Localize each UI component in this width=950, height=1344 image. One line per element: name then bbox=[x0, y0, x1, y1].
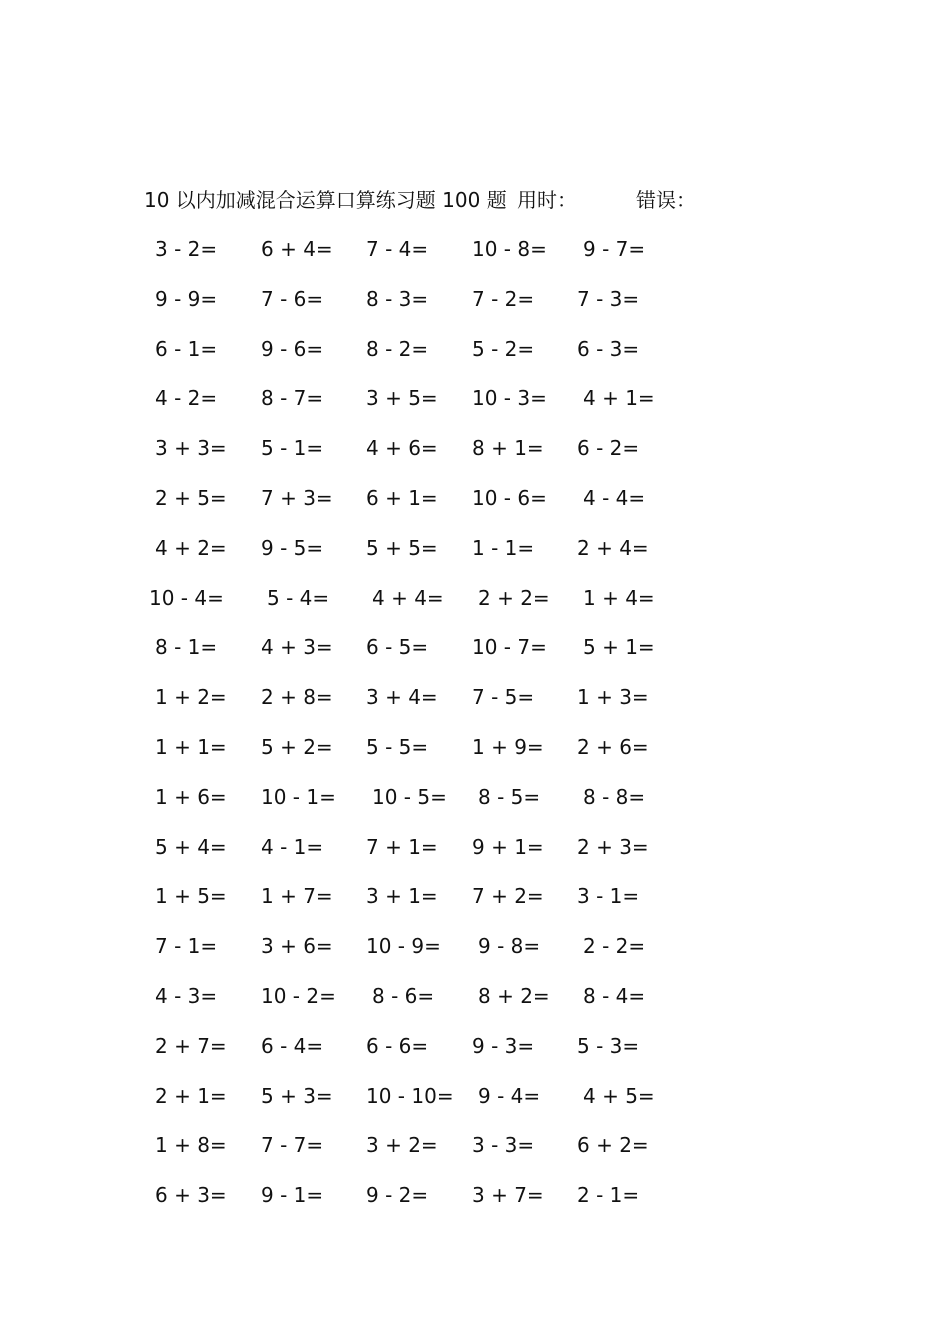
math-problem: 6 - 3= bbox=[577, 336, 640, 361]
math-problem: 6 + 4= bbox=[261, 237, 333, 261]
math-problem: 8 - 8= bbox=[583, 784, 646, 809]
math-problem: 9 - 9= bbox=[155, 286, 218, 311]
math-problem: 9 - 8= bbox=[478, 934, 541, 959]
math-problem: 10 - 2= bbox=[261, 984, 336, 1008]
math-problem: 9 - 1= bbox=[261, 1183, 324, 1208]
math-problem: 8 - 7= bbox=[261, 386, 324, 411]
math-problem: 7 - 7= bbox=[261, 1133, 324, 1158]
math-problem: 9 - 4= bbox=[478, 1083, 541, 1108]
math-problem: 3 - 2= bbox=[155, 237, 218, 261]
math-problem: 9 - 7= bbox=[583, 237, 646, 261]
math-problem: 7 - 1= bbox=[155, 934, 218, 959]
math-problem: 10 - 10= bbox=[366, 1083, 454, 1108]
math-problem: 5 - 4= bbox=[267, 585, 330, 610]
math-problem: 1 + 9= bbox=[472, 735, 544, 759]
errors-label: 错误： bbox=[636, 188, 696, 212]
time-used-label: 用时： bbox=[517, 188, 577, 212]
math-problem: 1 + 6= bbox=[155, 784, 227, 809]
math-problem: 3 + 1= bbox=[366, 884, 438, 909]
math-problem: 2 + 7= bbox=[155, 1033, 227, 1058]
math-problem: 7 - 3= bbox=[577, 286, 640, 311]
math-problem: 7 - 2= bbox=[472, 286, 535, 311]
math-problem: 4 - 2= bbox=[155, 386, 218, 411]
math-problem: 10 - 8= bbox=[472, 237, 547, 261]
math-problem: 7 - 5= bbox=[472, 685, 535, 710]
math-problem: 7 + 3= bbox=[261, 486, 333, 510]
math-problem: 4 + 6= bbox=[366, 436, 438, 461]
math-problem: 2 + 6= bbox=[577, 735, 649, 759]
math-problem: 9 - 5= bbox=[261, 535, 324, 560]
math-problem: 3 + 3= bbox=[155, 436, 227, 461]
math-problem: 6 + 3= bbox=[155, 1183, 227, 1208]
math-problem: 8 + 2= bbox=[478, 984, 550, 1008]
math-problem: 9 + 1= bbox=[472, 834, 544, 859]
math-problem: 1 + 7= bbox=[261, 884, 333, 909]
math-problem: 8 - 4= bbox=[583, 984, 646, 1008]
math-problem: 6 - 1= bbox=[155, 336, 218, 361]
math-problem: 3 + 4= bbox=[366, 685, 438, 710]
math-problem: 8 - 1= bbox=[155, 635, 218, 660]
math-problem: 10 - 7= bbox=[472, 635, 547, 660]
math-problem: 2 + 4= bbox=[577, 535, 649, 560]
math-problem: 10 - 4= bbox=[149, 585, 224, 610]
math-problem: 8 - 2= bbox=[366, 336, 429, 361]
math-problem: 6 - 2= bbox=[577, 436, 640, 461]
math-problem: 3 + 5= bbox=[366, 386, 438, 411]
math-problem: 5 - 1= bbox=[261, 436, 324, 461]
math-problem: 4 + 5= bbox=[583, 1083, 655, 1108]
math-problem: 6 - 6= bbox=[366, 1033, 429, 1058]
math-problem: 6 - 5= bbox=[366, 635, 429, 660]
math-problem: 6 + 1= bbox=[366, 486, 438, 510]
math-problem: 1 - 1= bbox=[472, 535, 535, 560]
math-problem: 4 + 3= bbox=[261, 635, 333, 660]
math-problem: 1 + 2= bbox=[155, 685, 227, 710]
math-problem: 8 - 5= bbox=[478, 784, 541, 809]
math-problem: 5 + 4= bbox=[155, 834, 227, 859]
math-problem: 7 - 4= bbox=[366, 237, 429, 261]
math-problem: 10 - 5= bbox=[372, 784, 447, 809]
math-problem: 7 + 2= bbox=[472, 884, 544, 909]
math-problem: 2 + 5= bbox=[155, 486, 227, 510]
math-problem: 4 + 1= bbox=[583, 386, 655, 411]
math-problem: 2 + 8= bbox=[261, 685, 333, 710]
math-problem: 5 - 3= bbox=[577, 1033, 640, 1058]
math-problem: 9 - 6= bbox=[261, 336, 324, 361]
math-problem: 10 - 1= bbox=[261, 784, 336, 809]
math-problem: 5 + 2= bbox=[261, 735, 333, 759]
math-problem: 1 + 8= bbox=[155, 1133, 227, 1158]
math-problem: 2 + 2= bbox=[478, 585, 550, 610]
math-problem: 8 - 3= bbox=[366, 286, 429, 311]
math-problem: 7 + 1= bbox=[366, 834, 438, 859]
math-problem: 4 - 4= bbox=[583, 486, 646, 510]
math-problem: 7 - 6= bbox=[261, 286, 324, 311]
math-problem: 2 - 1= bbox=[577, 1183, 640, 1208]
math-problem: 2 - 2= bbox=[583, 934, 646, 959]
math-problem: 9 - 3= bbox=[472, 1033, 535, 1058]
math-problem: 5 - 2= bbox=[472, 336, 535, 361]
math-problem: 3 + 2= bbox=[366, 1133, 438, 1158]
math-problem: 3 + 6= bbox=[261, 934, 333, 959]
math-problem: 3 - 3= bbox=[472, 1133, 535, 1158]
math-problem: 5 - 5= bbox=[366, 735, 429, 759]
math-problem: 1 + 3= bbox=[577, 685, 649, 710]
math-problem: 4 + 4= bbox=[372, 585, 444, 610]
math-problem: 1 + 4= bbox=[583, 585, 655, 610]
math-problem: 2 + 3= bbox=[577, 834, 649, 859]
math-problem: 4 - 3= bbox=[155, 984, 218, 1008]
math-problem: 8 + 1= bbox=[472, 436, 544, 461]
math-problem: 8 - 6= bbox=[372, 984, 435, 1008]
math-problem: 10 - 9= bbox=[366, 934, 441, 959]
math-problem: 4 + 2= bbox=[155, 535, 227, 560]
math-problem: 5 + 1= bbox=[583, 635, 655, 660]
math-problem: 1 + 5= bbox=[155, 884, 227, 909]
math-problem: 1 + 1= bbox=[155, 735, 227, 759]
math-problem: 3 - 1= bbox=[577, 884, 640, 909]
math-problem: 9 - 2= bbox=[366, 1183, 429, 1208]
math-problem: 5 + 5= bbox=[366, 535, 438, 560]
math-problem: 10 - 6= bbox=[472, 486, 547, 510]
math-problem: 6 + 2= bbox=[577, 1133, 649, 1158]
math-problem: 6 - 4= bbox=[261, 1033, 324, 1058]
math-problem: 5 + 3= bbox=[261, 1083, 333, 1108]
math-problem: 4 - 1= bbox=[261, 834, 324, 859]
worksheet-title: 10 以内加减混合运算口算练习题 100 题 bbox=[144, 188, 507, 212]
math-problem: 10 - 3= bbox=[472, 386, 547, 411]
math-problem: 2 + 1= bbox=[155, 1083, 227, 1108]
math-problem: 3 + 7= bbox=[472, 1183, 544, 1208]
